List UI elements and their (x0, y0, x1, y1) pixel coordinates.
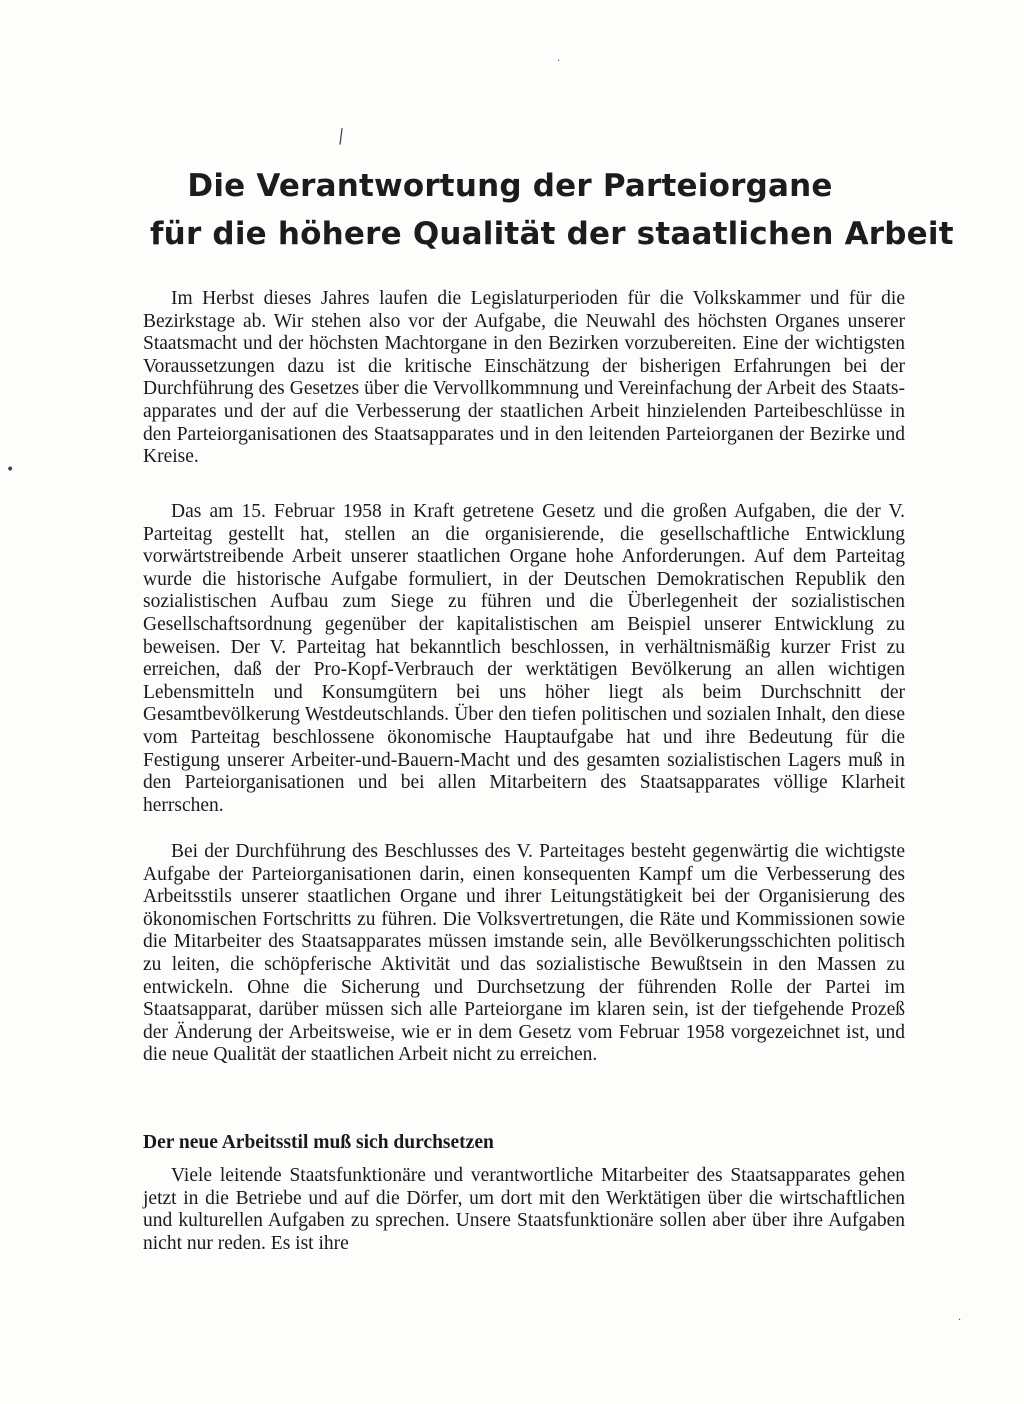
print-speck-mark: · (557, 56, 561, 67)
margin-speck-mark: • (6, 462, 15, 478)
section-heading: Der neue Arbeitsstil muß sich durchsetzen (143, 1132, 494, 1153)
corner-speck-mark: · (958, 1315, 962, 1326)
pencil-mark: / (334, 125, 348, 148)
article-title-line-2: für die höhere Qualität der staatlichen Arbeit (150, 216, 954, 252)
paragraph-4: Viele leitende Staatsfunktionäre und verantwortliche Mitarbeiter des Staatsapparates gehen jetzt in die Betriebe und auf die Dörfer, um dort mit den Werktätigen über die wirtschaftlichen und kulturellen Aufgaben zu sprechen. Unsere Staatsfunktionäre sollen aber über ihre Aufgaben nicht nur reden. Es ist ihre (143, 1165, 905, 1254)
paragraph-2: Das am 15. Februar 1958 in Kraft getretene Gesetz und die großen Aufgaben, die der V. Parteitag gestellt hat, stellen an die organisierende, die gesellschaftliche Entwicklung vorwärtstreibende Arbeit unserer staatlichen Organe hohe Anforderungen. Auf dem Parteitag wurde die historische Aufgabe formuliert, in der Deutschen Demokratischen Republik den sozialistischen Aufbau zum Siege zu führen und die Überlegenheit der sozialistischen Gesellschaftsordnung gegenüber der kapitalistischen am Beispiel unserer Entwicklung zu beweisen. Der V. Parteitag hat bekanntlich beschlossen, in verhältnismäßig kurzer Frist zu erreichen, daß der Pro-Kopf-Verbrauch der werktätigen Bevölkerung an allen wichtigen Lebensmitteln und Konsumgütern bei uns höher liegt als beim Durchschnitt der Gesamtbevölkerung Westdeutschlands. Über den tiefen politischen und sozialen Inhalt, den diese vom Parteitag beschlossene ökonomische Hauptaufgabe hat und ihre Bedeutung für die Festigung unserer Arbeiter-und-Bauern-Macht und des gesamten sozialistischen Lagers muß in den Parteiorganisationen und bei allen Mitarbeitern des Staatsapparates völlige Klarheit herrschen. (143, 501, 905, 816)
paragraph-3: Bei der Durchführung des Beschlusses des V. Parteitages besteht gegenwärtig die wichtigste Aufgabe der Parteiorganisationen darin, einen konsequenten Kampf um die Verbesserung des Arbeitsstils unserer staatlichen Organe und ihrer Leitungstätigkeit bei der Organisierung des ökonomischen Fortschritts zu führen. Die Volksvertretungen, die Räte und Kommissionen sowie die Mitarbeiter des Staatsapparates müssen imstande sein, alle Bevölkerungsschichten politisch zu leiten, die schöpferische Aktivität und das sozialistische Bewußtsein in den Massen zu entwickeln. Ohne die Sicherung und Durchsetzung der führenden Rolle der Partei im Staatsapparat, darüber müssen sich alle Parteiorgane im klaren sein, ist der tiefgehende Prozeß der Änderung der Arbeitsweise, wie er in dem Gesetz vom Februar 1958 vorgezeichnet ist, und die neue Qualität der staatlichen Arbeit nicht zu erreichen. (143, 841, 905, 1066)
paragraph-1: Im Herbst dieses Jahres laufen die Legislaturperioden für die Volkskammer und für die Bezirkstage ab. Wir stehen also vor der Aufgabe, die Neuwahl des höchsten Organes unserer Staatsmacht und der höchsten Machtorgane in den Bezirken vorzubereiten. Eine der wichtigsten Voraussetzungen dazu ist die kritische Einschätzung der bisherigen Erfahrungen bei der Durchführung des Gesetzes über die Vervollkommnung und Vereinfachung der Arbeit des Staatsapparates und der auf die Verbesserung der staatlichen Arbeit hinzielenden Parteibeschlüsse in den Parteiorganisationen des Staatsapparates und in den leitenden Parteiorganen der Bezirke und Kreise. (143, 288, 905, 468)
article-title-line-1: Die Verantwortung der Parteiorgane (187, 168, 833, 204)
